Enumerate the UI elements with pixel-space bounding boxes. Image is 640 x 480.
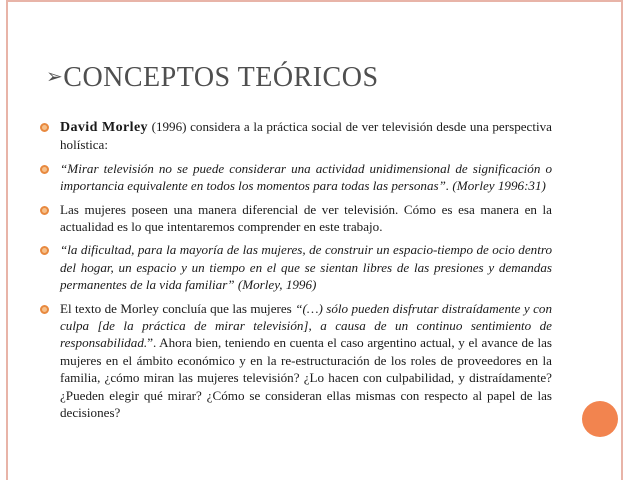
bullet-quote-text: “Mirar televisión no se puede considerar una actividad unidimensional de significación o importancia equivalente en todos los momentos para todas las personas”. (Morley 1996:31) [60,160,552,194]
bullet-circle-icon [40,123,49,132]
bullet-tail-text: ”. Ahora bien, teniendo en cuenta el caso argentino actual, y el avance de las mujeres en el ámbito económico y en la re-estructuración de los roles de proveedores en la familia, ¿cómo miran las mujeres televisión? ¿Lo hacen con culpabilidad, y distraídamente? ¿Pueden elegir qué mirar? ¿Cómo se consideran ellas mismas con respecto al papel de las decisiones? [60,335,552,421]
bullet-circle-icon [40,246,49,255]
bullet-circle-icon [40,305,49,314]
slide-title [46,62,379,94]
bullet-quote-text: “la dificultad, para la mayoría de las mujeres, de construir un espacio-tiempo de ocio dentro del hogar, un espacio y un tiempo en el que se sientan libres de las presiones y demandas permanentes de la vida familiar” (Morley, 1996) [60,242,552,293]
bullet-quote-text: “(…) sólo pueden disfrutar distraídamente y con culpa [de la práctica de mirar televisión], a causa de un continuo sentimiento de responsabilidad. [60,300,552,351]
author-name: David Morley [60,120,148,135]
bullet-item [40,160,552,195]
bullet-item [40,300,552,422]
bullet-circle-icon [40,165,49,174]
slide-title-text: CONCEPTOS TEÓRICOS [63,62,379,93]
bullet-item [40,241,552,293]
bullet-text: (1996) considera a la práctica social de ver televisión desde una perspectiva holística: [60,119,552,153]
decorative-circle-icon [582,401,618,437]
bullet-item [40,201,552,236]
bullet-item [40,118,552,154]
arrow-bullet-icon: ➢ [46,64,64,88]
bullet-list [40,118,552,428]
bullet-lead-text: El texto de Morley concluía que las mujeres [60,300,296,316]
bullet-text: Las mujeres poseen una manera diferencial de ver televisión. Cómo es esa manera en la actualidad es lo que intentaremos comprender en este trabajo. [60,201,552,235]
bullet-circle-icon [40,206,49,215]
